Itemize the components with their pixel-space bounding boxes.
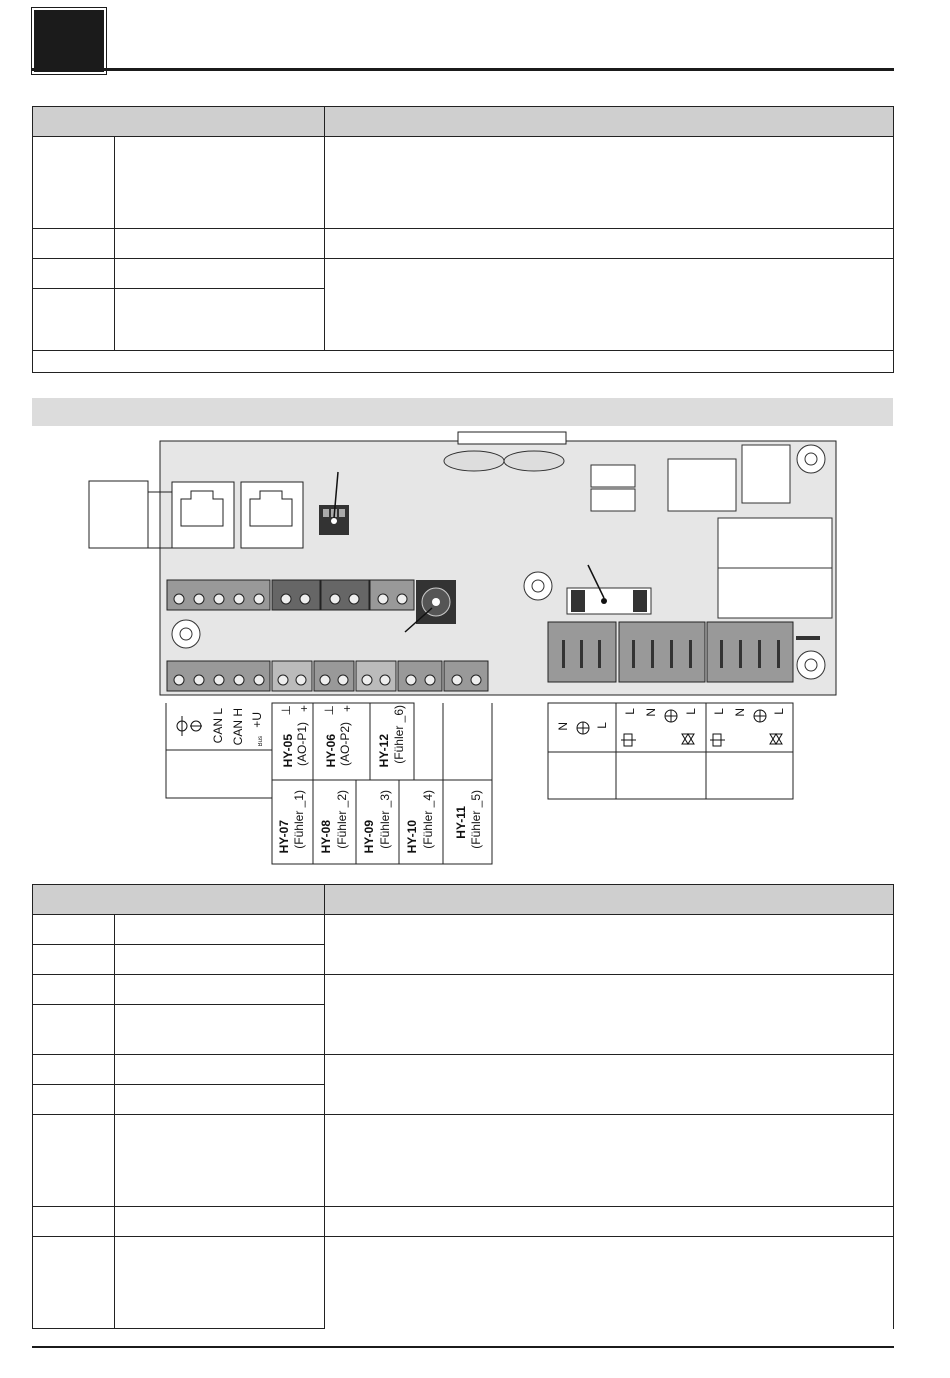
table-cell: [325, 1237, 894, 1329]
terminal-strip-upper: [167, 580, 414, 610]
top-table: [32, 106, 894, 373]
hy05-sub: (AO-P1): [295, 722, 309, 767]
section-heading-bar: [32, 398, 893, 426]
table-cell: [325, 975, 894, 1055]
hy09-sub: (Fühler _3): [378, 790, 392, 849]
hy10-sub: (Fühler _4): [421, 790, 435, 849]
table-cell: [33, 975, 115, 1005]
table-cell: [115, 1055, 325, 1085]
mains-connector-block: [548, 622, 793, 682]
hy08-sub: (Fühler _2): [335, 790, 349, 849]
table-cell: [115, 259, 325, 289]
table-cell: [325, 915, 894, 975]
table-cell: [325, 1115, 894, 1207]
table-cell: [33, 259, 115, 289]
table-cell: [325, 259, 894, 351]
table-cell: [115, 1085, 325, 1115]
table-cell: [33, 1115, 115, 1207]
ground-symbol: [177, 710, 766, 736]
hy06-id: HY-06: [324, 734, 338, 768]
table-cell: [33, 915, 115, 945]
ao-plus-symbol: +: [297, 705, 311, 713]
table-cell: [33, 1055, 115, 1085]
hy07-id: HY-07: [277, 820, 291, 854]
can-low-label: CAN L: [211, 708, 225, 744]
terminal-strip-lower: [167, 661, 488, 691]
top-table-header-right: [325, 107, 894, 137]
table-cell: [33, 229, 115, 259]
table-cell: [33, 1005, 115, 1055]
hy10-id: HY-10: [405, 820, 419, 854]
can-high-label: CAN H: [231, 708, 245, 746]
table-cell: [115, 137, 325, 229]
bottom-table-header-right: [325, 885, 894, 915]
hy08-id: HY-08: [319, 820, 333, 854]
hy11-id: HY-11: [454, 806, 468, 839]
mains-l-label: L: [595, 722, 609, 729]
top-table-header-left: [33, 107, 325, 137]
table-cell: [115, 1005, 325, 1055]
hy07-sub: (Fühler _1): [292, 790, 306, 849]
relay1-n-label: N: [644, 708, 658, 717]
table-cell: [115, 1207, 325, 1237]
hy06-sub: (AO-P2): [338, 722, 352, 767]
relay1-l-label: L: [623, 708, 637, 715]
table-cell: [115, 975, 325, 1005]
table-cell: [115, 945, 325, 975]
table-cell: [325, 137, 894, 229]
table-cell: [33, 1207, 115, 1237]
hy12-id: HY-12: [377, 734, 391, 768]
table-cell: [115, 915, 325, 945]
table-cell: [33, 289, 115, 351]
table-cell: [325, 229, 894, 259]
ao-ground-symbol: ⊥: [279, 705, 293, 716]
triac-symbol: [682, 734, 782, 744]
bus-supply-subscript: Bus: [258, 736, 264, 747]
relay1-l2-label: L: [684, 708, 698, 715]
table-cell: [33, 945, 115, 975]
hy09-id: HY-09: [362, 820, 376, 854]
table-cell: [325, 1055, 894, 1115]
relay2-l2-label: L: [772, 708, 786, 715]
footer-rule: [32, 1346, 894, 1348]
table-cell: [33, 1085, 115, 1115]
relay2-l-label: L: [712, 708, 726, 715]
table-cell: [115, 229, 325, 259]
ao-plus-symbol: +: [340, 705, 354, 713]
hy11-sub: (Fühler _5): [469, 790, 483, 849]
table-cell: [115, 1115, 325, 1207]
hy12-sub: (Fühler _6): [392, 705, 406, 764]
rj45-socket: [241, 482, 303, 548]
bus-supply-label: +U: [250, 712, 264, 728]
relay-symbol: [621, 734, 725, 746]
hy05-id: HY-05: [281, 734, 295, 768]
table-cell: [115, 1237, 325, 1329]
table-cell: [115, 289, 325, 351]
rj45-socket: [172, 482, 234, 548]
mains-n-label: N: [556, 722, 570, 731]
table-cell: [325, 1207, 894, 1237]
ao-ground-symbol: ⊥: [322, 705, 336, 716]
bottom-table-header-left: [33, 885, 325, 915]
relay2-n-label: N: [733, 708, 747, 717]
header-rule: [32, 68, 894, 71]
table-cell: [33, 1237, 115, 1329]
table-footnote-row: [33, 351, 894, 373]
table-cell: [33, 137, 115, 229]
chapter-marker-block: [32, 8, 106, 74]
bottom-table: [32, 884, 894, 1329]
